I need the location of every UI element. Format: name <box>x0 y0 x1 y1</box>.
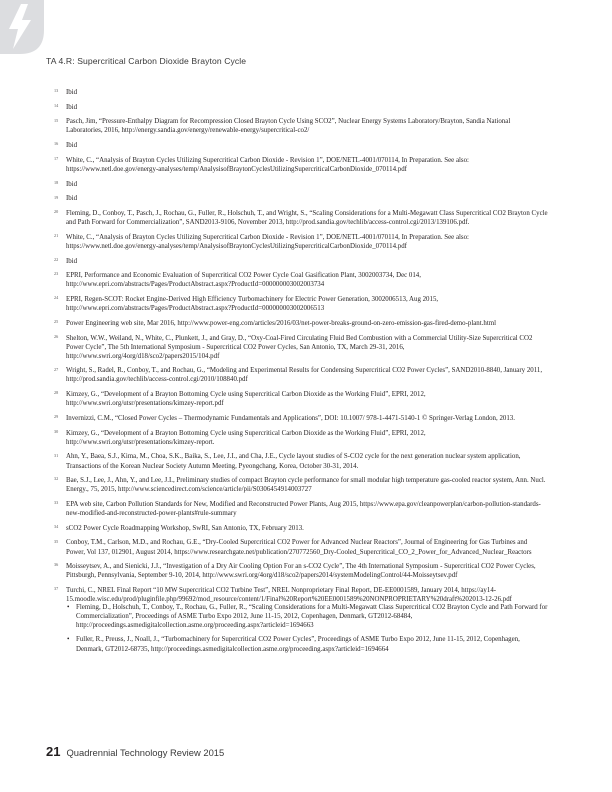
reference-item <box>54 232 548 251</box>
reference-list <box>54 88 548 659</box>
reference-text: Moisseytsev, A., and Sienicki, J.J., “Investigation of a Dry Air Cooling Option For an s-CO2 Cycle”, The 4th International Symposium - Supercritical CO2 Power Cycles, Pittsburgh, Pennsylvania, September 9-10, 2014, http://www.swri.org/4org/d18/sco2/papers2014/systemModelingControl/44-Moisseytsev.pdf <box>66 563 536 580</box>
reference-item <box>54 523 548 533</box>
reference-item <box>54 586 548 654</box>
reference-item <box>54 319 548 328</box>
reference-number: 34 <box>54 523 59 529</box>
reference-text: Wright, S., Radel, R., Conboy, T., and Rochau, G., “Modeling and Experimental Results for Condensing Supercritical CO2 Power Cycles”, SAND2010-8840, January 2011, http://prod.sandia.gov/techlib/access-control.cgi/2010/108840.pdf <box>66 367 543 384</box>
reference-text: Ibid <box>66 103 78 111</box>
footer-title: Quadrennial Technology Review 2015 <box>66 747 225 758</box>
reference-item <box>54 194 548 203</box>
reference-number: 29 <box>54 414 59 420</box>
reference-number: 26 <box>54 333 59 339</box>
reference-text: White, C., “Analysis of Brayton Cycles Utilizing Supercritical Carbon Dioxide - Revision 1”, DOE/NETL-4001/070114, In Preparation. See also: https://www.netl.doe.gov/energy-analyses/temp/AnalysisofBraytonCyclesUtilizingSupercriticalCarbonDioxide_070114.pdf <box>66 156 469 173</box>
reference-number: 21 <box>54 232 59 238</box>
reference-item <box>54 366 548 384</box>
reference-number: 33 <box>54 500 59 506</box>
reference-item <box>54 271 548 289</box>
reference-number: 35 <box>54 538 59 544</box>
reference-text: Power Engineering web site, Mar 2016, http://www.power-eng.com/articles/2016/03/net-power-breaks-ground-on-zero-emission-gas-fired-demo-plant.html <box>66 319 497 327</box>
reference-item <box>54 156 548 174</box>
reference-text: Ibid <box>66 180 78 188</box>
reference-number: 16 <box>54 141 59 147</box>
running-header: TA 4.R: Supercritical Carbon Dioxide Brayton Cycle <box>46 56 247 66</box>
reference-number: 32 <box>54 476 59 482</box>
reference-item <box>54 333 548 361</box>
reference-number: 36 <box>54 562 59 568</box>
reference-item <box>54 414 548 423</box>
sub-bullet-list <box>66 603 548 653</box>
sub-bullet-text: Fleming, D., Holschuh, T., Conboy, T., Rochau, G., Fuller, R., “Scaling Considerations for a Multi-Megawatt Class Supercritical CO2 Brayton Cycle and Path Forward for Commercialization”, Proceedings of ASME Turbo Expo 2012, June 11-15, 2012, Copenhagen, Denmark, GT2012-68484, http://proceedings.asmedigitalcollection.asme.org/proceeding.aspx?articleid=1694663 <box>76 604 548 630</box>
page-footer <box>46 744 224 759</box>
reference-text: EPRI, Regen-SCOT: Rocket Engine-Derived High Efficiency Turbomachinery for Electric Power Generation, 3002006513, Aug 2015, http://www.epri.com/abstracts/Pages/ProductAbstract.aspx?ProductId=000000003002006513 <box>66 296 439 313</box>
reference-text: Ibid <box>66 89 78 96</box>
sub-bullet-item <box>66 635 548 653</box>
reference-number: 20 <box>54 209 59 215</box>
reference-item <box>54 538 548 556</box>
reference-number: 31 <box>54 452 59 458</box>
reference-item <box>54 88 548 97</box>
reference-item <box>54 500 548 518</box>
reference-text: EPRI, Performance and Economic Evaluation of Supercritical CO2 Power Cycle Coal Gasification Plant, 3002003734, Dec 014, http://www.epri.com/abstracts/Pages/ProductAbstract.aspx?ProductId=000000003002003734 <box>66 272 421 289</box>
corner-badge <box>0 0 44 54</box>
reference-number: 15 <box>54 117 59 123</box>
reference-text: Shelton, W.W., Weiland, N., White, C., Plunkett, J., and Gray, D., “Oxy-Coal-Fired Circulating Fluid Bed Combustion with a Commercial Utility-Size Supercritical CO2 Power Cycle”, The 5th International Symposium - Supercritical CO2 Power Cycles, San Antonio, TX, March 29-31, 2016, http://www.swri.org/4org/d18/sco2/papers2015/104.pdf <box>66 334 533 360</box>
reference-text: Fleming, D., Conboy, T., Pasch, J., Rochau, G., Fuller, R., Holschuh, T., and Wright, S., “Scaling Considerations for a Multi-Megawatt Class Supercritical CO2 Brayton Cycle and Path Forward for Commercialization”, SAND2013-9106, November 2013, http://prod.sandia.gov/techlib/access-control.cgi/2013/139106.pdf. <box>66 210 548 227</box>
reference-text: Conboy, T.M., Carlson, M.D., and Rochau, G.E., “Dry-Cooled Supercritical CO2 Power for Advanced Nuclear Reactors”, Journal of Engineering for Gas Turbines and Power, Vol 137, 012901, August 2014, https://www.researchgate.net/publication/270772560_Dry-Cooled_Supercritical_CO_2_Power_for_Advanced_Nuclear_Reactors <box>66 539 532 556</box>
sub-bullet-item <box>66 603 548 630</box>
reference-text: Kimzey, G., “Development of a Brayton Bottoming Cycle using Supercritical Carbon Dioxide as the Working Fluid”, EPRI, 2012, http://www.swri.org/utsr/presentations/kimzey-report.pdf <box>66 391 426 408</box>
reference-item <box>54 390 548 408</box>
reference-number: 13 <box>54 88 59 94</box>
bullet-icon: • <box>67 635 70 644</box>
reference-text: Pasch, Jim, “Pressure-Enthalpy Diagram for Recompression Closed Brayton Cycle Using SCO2”, Nuclear Energy Systems Laboratory/Brayton, Sandia National Laboratories, 2016, http://energy.sandia.gov/energy/renewable-energy/supercritical-co2/ <box>66 118 511 135</box>
reference-item <box>54 256 548 266</box>
reference-item <box>54 179 548 189</box>
reference-text: Kimzey, G., “Development of a Brayton Bottoming Cycle using Supercritical Carbon Dioxide as the Working Fluid”, EPRI, 2012, http://www.swri.org/utsr/presentations/kimzey-report. <box>66 429 426 446</box>
reference-number: 17 <box>54 156 59 162</box>
reference-item <box>54 295 548 313</box>
reference-item <box>54 476 548 494</box>
reference-number: 24 <box>54 295 59 301</box>
reference-text: Invernizzi, C.M., “Closed Power Cycles – Thermodynamic Fundamentals and Applications”, DOI: 10.1007/ 978-1-4471-5140-1 © Springer-Verlag London, 2013. <box>66 414 515 422</box>
bullet-icon: • <box>67 603 70 612</box>
reference-item <box>54 117 548 135</box>
reference-item <box>54 141 548 150</box>
reference-text: Turchi, C., NREL Final Report “10 MW Supercritical CO2 Turbine Test”, NREL Nonproprietary Final Report, DE-EE0001589, January 2014, https://ay14-15.moodle.wisc.edu/prod/pluginfile.php/99692/mod_resource/content/1/Final%20Report%20EE0001589%20NONPROPRIETARY%20draft%202013-12-26.pdf <box>66 587 512 604</box>
reference-item <box>54 102 548 112</box>
reference-text: EPA web site, Carbon Pollution Standards for New, Modified and Reconstructed Power Plants, Aug 2015, https://www.epa.gov/cleanpowerplan/carbon-pollution-standards-new-modified-and-reconstructed-power-plants#rule-summary <box>66 500 541 518</box>
reference-item <box>54 428 548 447</box>
reference-number: 27 <box>54 366 59 372</box>
reference-text: White, C., “Analysis of Brayton Cycles Utilizing Supercritical Carbon Dioxide - Revision 1”, DOE/NETL-4001/070114, In Preparation. See also: https://www.netl.doe.gov/energy-analyses/temp/AnalysisofBraytonCyclesUtilizingSupercriticalCarbonDioxide_070114.pdf <box>66 233 469 250</box>
reference-number: 22 <box>54 256 59 262</box>
reference-text: Ibid <box>66 195 78 203</box>
reference-number: 25 <box>54 319 59 325</box>
reference-number: 14 <box>54 102 59 108</box>
reference-text: Ibid <box>66 142 78 150</box>
reference-number: 18 <box>54 179 59 185</box>
reference-number: 37 <box>54 586 59 592</box>
page-number: 21 <box>46 744 61 759</box>
reference-item <box>54 452 548 470</box>
reference-text: Ahn, Y., Baea, S.J., Kima, M., Choa, S.K., Baika, S., Lee, J.I., and Cha, J.E., Cycle layout studies of S-CO2 cycle for the next generation nuclear system application, Transactions of the Korean Nuclear Society Autumn Meeting, Pyeongchang, Korea, October 30-31, 2014. <box>66 453 521 470</box>
reference-text: Ibid <box>66 257 78 265</box>
reference-item <box>54 209 548 227</box>
reference-text: Bae, S.J., Lee, J., Ahn, Y., and Lee, J.I., Preliminary studies of compact Brayton cycle performance for small modular high temperature gas-cooled reactor system, Ann. Nucl. Energy., 75, 2015, http://www.sciencedirect.com/science/article/pii/S0306454914003727 <box>66 477 546 494</box>
reference-text: sCO2 Power Cycle Roadmapping Workshop, SwRI, San Antonio, TX, February 2013. <box>66 524 304 532</box>
reference-item <box>54 562 548 580</box>
reference-number: 30 <box>54 428 59 434</box>
sub-bullet-text: Fuller, R., Preuss, J., Noall, J., “Turbomachinery for Supercritical CO2 Power Cycles”, Proceedings of ASME Turbo Expo 2012, June 11-15, 2012, Copenhagen, Denmark, GT2012-68735, http://proceedings.asmedigitalcollection.asme.org/proceeding.aspx?articleid=1694664 <box>76 636 520 653</box>
reference-number: 19 <box>54 194 59 200</box>
reference-number: 23 <box>54 271 59 277</box>
reference-number: 28 <box>54 390 59 396</box>
